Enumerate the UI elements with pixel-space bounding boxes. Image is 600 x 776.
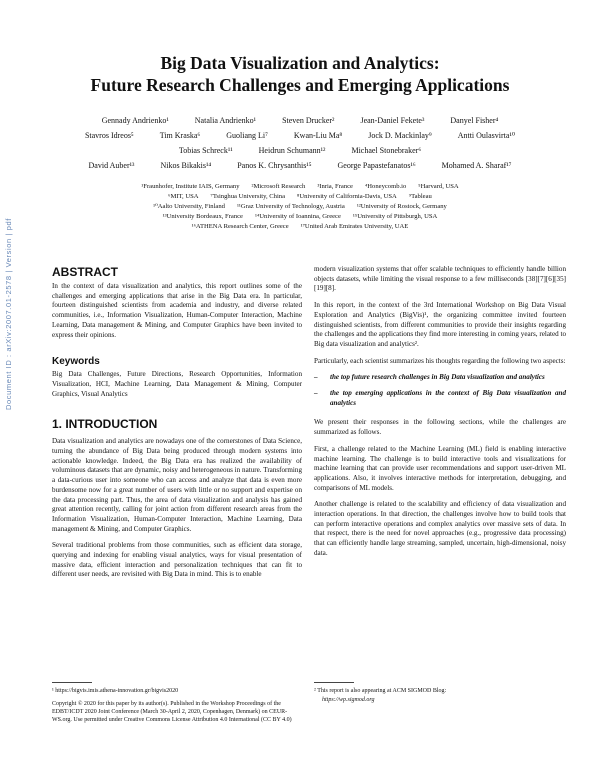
author-name: Nikos Bikakis¹⁴ bbox=[160, 161, 212, 170]
affiliation: ¹⁴University of Ioannina, Greece bbox=[254, 213, 341, 220]
right-paragraph-5: First, a challenge related to the Machine Learning (ML) field is enabling interactive machine learning. The challenge is to build interactive tools and visualizations for machine learning that can provide user recommendations and support user-driven ML applications. Also, it involves interactive methods for interpretation, debugging, and comparisons of ML models. bbox=[314, 444, 566, 492]
author-name: Jean-Daniel Fekete³ bbox=[360, 116, 425, 125]
copyright-notice: Copyright © 2020 for this paper by its author(s). Published in the Workshop Proceedings of the EDBT/ICDT 2020 Joint Conference (March 30-April 2, 2020, Copenhagen, Denmark) on CEUR-WS.org. Use permitted under Creative Commons License Attribution 4.0 International (CC BY 4.0) bbox=[52, 701, 292, 723]
author-name: Mohamed A. Sharaf¹⁷ bbox=[441, 161, 512, 170]
author-name: David Auber¹³ bbox=[88, 161, 135, 170]
author-row bbox=[40, 113, 560, 128]
paper-title-line1: Big Data Visualization and Analytics: bbox=[160, 53, 440, 73]
affiliation: ¹Fraunhofer, Institute IAIS, Germany bbox=[141, 183, 240, 190]
footnote-bigvis-link[interactable]: ¹ https://bigvis.imis.athena-innovation.gr/bigvis2020 bbox=[52, 688, 179, 694]
author-name: Kwan-Liu Ma⁸ bbox=[293, 131, 343, 140]
affiliation-row bbox=[60, 182, 540, 192]
affiliation-row bbox=[60, 222, 540, 232]
right-paragraph-6: Another challenge is related to the scalability and efficiency of data visualization and interaction operations. In that direction, the challenges involve how to build tools that can perform interactive operations and complex analytics over massive sets of data. In that respect, there is the need for novel approaches (e.g., progressive data processing) that can efficiently handle large streaming, sampled, uncertain, high-dimensional, noisy data. bbox=[314, 500, 566, 557]
abstract-heading: ABSTRACT bbox=[52, 265, 118, 279]
author-row bbox=[40, 128, 560, 143]
affiliation: ⁵Harvard, USA bbox=[418, 183, 459, 190]
author-name: Antti Oulasvirta¹⁰ bbox=[457, 131, 516, 140]
affiliation: ⁴Honeycomb.io bbox=[364, 183, 407, 190]
paper-title-line2: Future Research Challenges and Emerging Applications bbox=[90, 75, 510, 95]
footnote-sigmod-link[interactable]: https://wp.sigmod.org bbox=[322, 697, 375, 703]
affiliation: ¹⁵University of Pittsburgh, USA bbox=[352, 213, 438, 220]
keywords-text: Big Data Challenges, Future Directions, Research Opportunities, Information Visualization, HCI, Machine Learning, Data Management & Mining, Computer Graphics, Visual Analytics bbox=[52, 370, 302, 398]
affiliation-row bbox=[60, 202, 540, 212]
right-paragraph-4: We present their responses in the following sections, while the challenges are summarized as follows. bbox=[314, 418, 566, 437]
affiliation: ⁹Tableau bbox=[408, 193, 432, 200]
abstract-text: In the context of data visualization and analytics, this report outlines some of the challenges and emerging applications that arise in the Big Data era. In particular, fourteen distinguished scientists from academia and industry, and diverse related communities, i.e., Information Visualization, Human-Computer Interaction, Machine Learning, Data management & Mining, and Computer Graphics have been invited to express their opinions. bbox=[52, 282, 302, 339]
affiliation: ⁶MIT, USA bbox=[168, 193, 199, 200]
author-name: George Papastefanatos¹⁶ bbox=[337, 161, 416, 170]
bullet-item: – the top emerging applications in the context of Big Data visualization and analytics bbox=[314, 389, 566, 407]
bullet-item: – the top future research challenges in Big Data visualization and analytics bbox=[314, 373, 545, 382]
footnote-rule-right bbox=[314, 682, 354, 683]
affiliation: ¹⁷United Arab Emirates University, UAE bbox=[300, 223, 409, 230]
affiliation-list bbox=[60, 182, 540, 232]
right-paragraph-2: In this report, in the context of the 3rd International Workshop on Big Data Visual Exploration and Analytics (BigVis)¹, the organizing committee invited fourteen distinguished scientists, from different communities to provide their insights regarding the challenges and the applications they find more interesting in coming years, related to Big data visualization and analytics². bbox=[314, 301, 566, 348]
author-name: Tim Kraska⁶ bbox=[159, 131, 201, 140]
right-paragraph-3: Particularly, each scientist summarizes his thoughts regarding the following two aspects: bbox=[314, 356, 566, 365]
bullet-1-text: the top future research challenges in Big Data visualization and analytics bbox=[330, 373, 545, 382]
author-name: Gennady Andrienko¹ bbox=[101, 116, 169, 125]
author-name: Steven Drucker² bbox=[282, 116, 335, 125]
affiliation: ¹²University of Rostock, Germany bbox=[356, 203, 447, 210]
author-name: Stavros Idreos⁵ bbox=[84, 131, 134, 140]
author-name: Tobias Schreck¹¹ bbox=[178, 146, 233, 155]
author-name: Michael Stonebraker⁶ bbox=[351, 146, 422, 155]
left-column bbox=[52, 265, 302, 587]
author-row bbox=[40, 158, 560, 173]
footnote-rule-left bbox=[52, 682, 92, 683]
affiliation-row bbox=[60, 212, 540, 222]
arxiv-side-identifier: Document ID : arXiv:2007.01-2578 | Version | pdf bbox=[4, 218, 13, 410]
intro-paragraph-2: Several traditional problems from those communities, such as efficient data storage, querying and indexing for enabling visual analytics, ways for visual presentation of massive data, efficient interaction and personalization techniques that can fit to different user needs, are revisited with Big Data in mind. This is to enable bbox=[52, 541, 302, 579]
author-name: Danyel Fisher⁴ bbox=[450, 116, 499, 125]
affiliation: ¹¹Graz University of Technology, Austria bbox=[236, 203, 345, 210]
author-row bbox=[40, 143, 560, 158]
affiliation: ⁷Tsinghua University, China bbox=[210, 193, 286, 200]
affiliation: ⁸University of California-Davis, USA bbox=[297, 193, 397, 200]
author-name: Panos K. Chrysanthis¹⁵ bbox=[237, 161, 312, 170]
affiliation: ¹⁶ATHENA Research Center, Greece bbox=[191, 223, 289, 230]
affiliation-row bbox=[60, 192, 540, 202]
affiliation: ²Microsoft Research bbox=[251, 183, 306, 190]
author-list bbox=[40, 113, 560, 173]
bullet-2-text: the top emerging applications in the context of Big Data visualization and analytics bbox=[330, 389, 566, 407]
affiliation: ¹⁰Aalto University, Finland bbox=[153, 203, 225, 210]
right-paragraph-1: modern visualization systems that offer scalable techniques to efficiently handle billion objects datasets, while limiting the visual response to a few milliseconds [38][7][6][35][19][8]. bbox=[314, 265, 566, 293]
intro-paragraph-1: Data visualization and analytics are nowadays one of the cornerstones of Data Science, turning the abundance of Big Data being produced through modern systems into actionable knowledge. Indeed, the Big Data era has realized the availability of voluminous datasets that are dynamic, noisy and heterogeneous in nature. Transforming a data-curious user into someone who can access and analyze that data is even more burdensome now for a great number of users with little or no support and expertise on the data processing part. Thus, the area of data visualization and analysis has gained great attention recently, calling for joint action from different research areas from the Information Visualization, Human-Computer Interaction, Machine Learning, Data management & Mining, and Computer Graphics. bbox=[52, 437, 302, 533]
right-column bbox=[314, 265, 566, 566]
author-name: Heidrun Schumann¹² bbox=[258, 146, 326, 155]
author-name: Natalia Andrienko¹ bbox=[194, 116, 257, 125]
introduction-heading: 1. INTRODUCTION bbox=[52, 417, 158, 432]
footnote-sigmod-blog: ² This report is also appearing at ACM SIGMOD Blog: bbox=[314, 688, 447, 694]
affiliation: ¹³University Bordeaux, France bbox=[162, 213, 243, 220]
author-name: Guoliang Li⁷ bbox=[226, 131, 268, 140]
author-name: Jock D. Mackinlay⁹ bbox=[368, 131, 432, 140]
affiliation: ³Inria, France bbox=[317, 183, 353, 190]
keywords-heading: Keywords bbox=[52, 356, 100, 368]
